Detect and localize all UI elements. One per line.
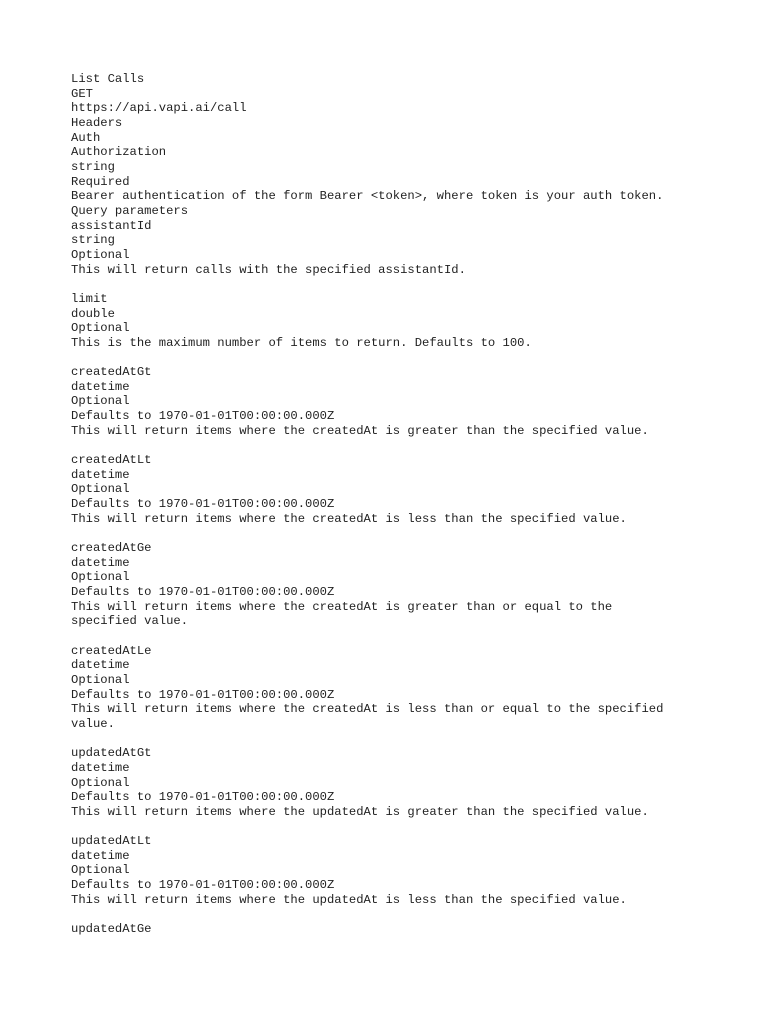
text-line: Optional (71, 482, 130, 497)
text-line: Optional (71, 775, 130, 790)
text-line: createdAtGt (71, 365, 152, 380)
text-line: updatedAtGt (71, 746, 152, 761)
blank-line (71, 438, 711, 453)
text-line: Authorization (71, 145, 167, 160)
text-line: limit (71, 291, 108, 306)
text-line: This is the maximum number of items to return. Defaults to 100. (71, 335, 532, 350)
text-line: This will return items where the createdAt is greater than the specified value. (71, 423, 649, 438)
text-line: createdAtGe (71, 541, 152, 555)
text-line: This will return items where the updatedAt is greater than the specified value. (71, 804, 649, 819)
text-line: createdAtLt (71, 453, 152, 468)
text-line: datetime (71, 848, 130, 863)
text-line: https://api.vapi.ai/call (71, 101, 247, 116)
text-line: Defaults to 1970-01-01T00:00:00.000Z (71, 584, 335, 599)
text-line: Defaults to 1970-01-01T00:00:00.000Z (71, 878, 335, 893)
text-line: Optional (71, 247, 130, 262)
text-line: Required (71, 174, 130, 189)
blank-line (71, 629, 711, 644)
text-line: Query parameters (71, 203, 189, 218)
text-line: Optional (71, 672, 130, 687)
text-line: Headers (71, 115, 123, 130)
blank-line (71, 732, 711, 747)
text-line: createdAtLe (71, 643, 152, 658)
text-line: specified value. (71, 614, 189, 629)
blank-line (71, 907, 711, 922)
blank-line (71, 819, 711, 834)
text-line: string (71, 233, 115, 248)
text-line: datetime (71, 760, 130, 775)
text-line: Optional (71, 321, 130, 336)
text-line: datetime (71, 379, 130, 394)
text-line: value. (71, 716, 115, 731)
document-body (71, 72, 711, 937)
text-line: datetime (71, 467, 130, 482)
text-line: updatedAtLt (71, 834, 152, 849)
text-line: GET (71, 86, 93, 101)
text-line: Auth (71, 130, 101, 145)
text-line: This will return items where the createdAt is less than or equal to the specified (71, 702, 664, 717)
text-line: double (71, 306, 115, 321)
blank-line (71, 526, 711, 541)
text-line: This will return items where the createdAt is less than the specified value. (71, 511, 627, 526)
text-line: Defaults to 1970-01-01T00:00:00.000Z (71, 687, 335, 702)
text-line: assistantId (71, 218, 152, 233)
text-line: Optional (71, 863, 130, 878)
text-line: This will return calls with the specified assistantId. (71, 262, 466, 277)
text-line: Defaults to 1970-01-01T00:00:00.000Z (71, 409, 335, 424)
text-line: Optional (71, 394, 130, 409)
text-line: This will return items where the updatedAt is less than the specified value. (71, 892, 627, 907)
text-line: string (71, 159, 115, 174)
text-line: datetime (71, 555, 130, 570)
text-line: List Calls (71, 72, 145, 86)
text-line: updatedAtGe (71, 922, 152, 937)
text-line: Defaults to 1970-01-01T00:00:00.000Z (71, 790, 335, 805)
text-line: Bearer authentication of the form Bearer <token>, where token is your auth token. (71, 189, 664, 204)
blank-line (71, 277, 711, 292)
text-line: Defaults to 1970-01-01T00:00:00.000Z (71, 497, 335, 512)
text-line: This will return items where the createdAt is greater than or equal to the (71, 599, 613, 614)
blank-line (71, 350, 711, 365)
text-line: datetime (71, 658, 130, 673)
text-line: Optional (71, 570, 130, 585)
